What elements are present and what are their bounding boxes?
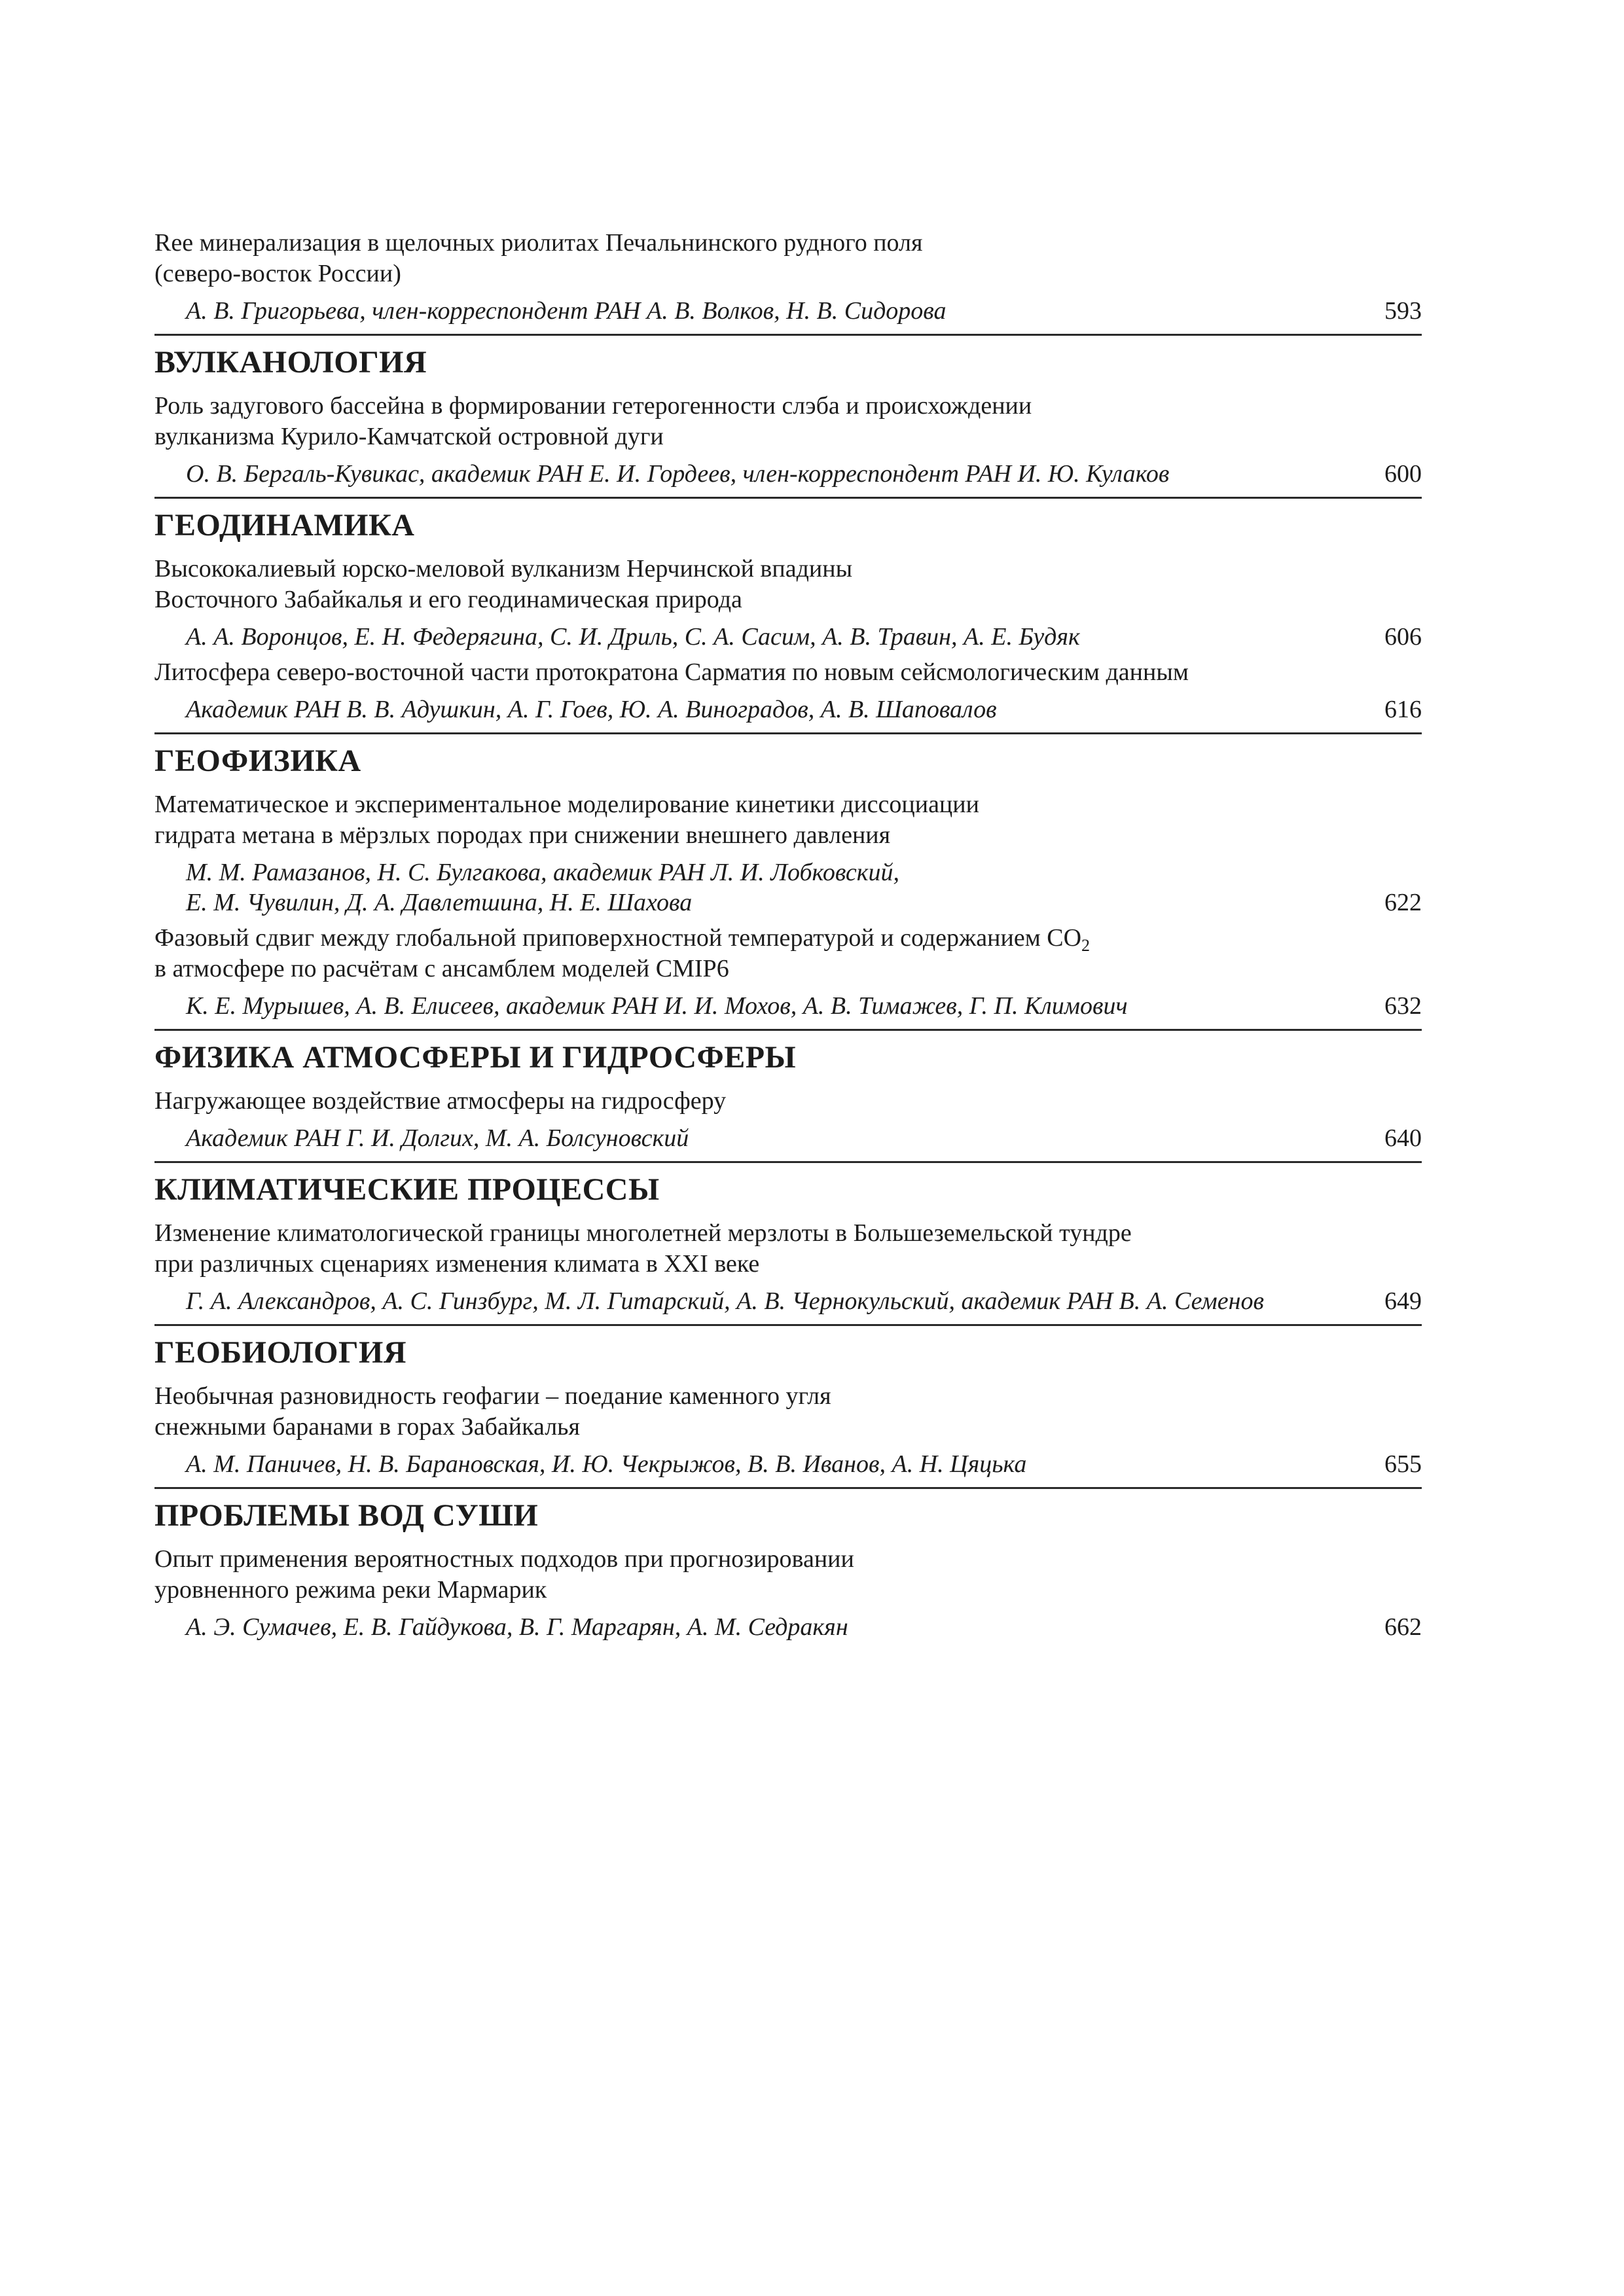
author-line: М. М. Рамазанов, Н. С. Булгакова, академик РАН Л. И. Лобковский,	[186, 859, 900, 886]
entry-authors	[154, 694, 997, 725]
toc-entry[interactable]	[154, 554, 1422, 652]
author-line: О. В. Бергаль-Кувикас, академик РАН Е. И. Гордеев, член-корреспондент РАН И. Ю. Кулаков	[186, 460, 1170, 488]
entry-authors-row	[154, 857, 1422, 918]
toc-entry[interactable]	[154, 228, 1422, 326]
author-line: Академик РАН Г. И. Долгих, М. А. Болсуновский	[186, 1124, 689, 1152]
entry-title-line	[154, 1086, 1422, 1117]
entry-title-line	[154, 228, 1422, 259]
toc-entry[interactable]	[154, 1218, 1422, 1316]
author-line: А. А. Воронцов, Е. Н. Федерягина, С. И. Дриль, С. А. Сасим, А. В. Травин, А. Е. Будяк	[186, 623, 1080, 651]
author-line: К. Е. Мурышев, А. В. Елисеев, академик РАН И. И. Мохов, А. В. Тимажев, Г. П. Климович	[186, 992, 1128, 1020]
toc-entry[interactable]	[154, 1086, 1422, 1153]
entry-title-text: (северо-восток России)	[154, 260, 401, 287]
author-line: А. М. Паничев, Н. В. Барановская, И. Ю. Чекрыжов, В. В. Иванов, А. Н. Цяцька	[186, 1450, 1027, 1478]
entry-authors	[154, 1123, 689, 1153]
section-heading: КЛИМАТИЧЕСКИЕ ПРОЦЕССЫ	[154, 1172, 660, 1207]
author-line: Г. А. Александров, А. С. Гинзбург, М. Л. Гитарский, А. В. Чернокульский, академик РАН В. А. Семенов	[186, 1287, 1264, 1315]
entry-title-text: Восточного Забайкалья и его геодинамическая природа	[154, 586, 742, 613]
entry-title-line	[154, 391, 1422, 422]
author-line: Академик РАН В. В. Адушкин, А. Г. Гоев, Ю. А. Виноградов, А. В. Шаповалов	[186, 696, 997, 723]
toc-entry[interactable]	[154, 1544, 1422, 1642]
entry-title-text: Изменение климатологической границы многолетней мерзлоты в Большеземельской тундре	[154, 1219, 1132, 1247]
entry-title-line	[154, 1249, 1422, 1280]
section-heading: ГЕОФИЗИКА	[154, 744, 361, 778]
toc-section	[154, 334, 1422, 489]
entry-title-line	[154, 259, 1422, 289]
subscript: 2	[1081, 936, 1091, 955]
entry-title-text: Роль задугового бассейна в формировании гетерогенности слэба и происхождении	[154, 392, 1032, 420]
entry-title-line	[154, 923, 1422, 954]
section-heading: ГЕОБИОЛОГИЯ	[154, 1335, 407, 1370]
entry-authors-row	[154, 694, 1422, 725]
toc-intro-entry	[154, 228, 1422, 326]
entry-title-text: в атмосфере по расчётам с ансамблем моделей CMIP6	[154, 955, 729, 982]
entry-authors	[154, 459, 1169, 489]
entry-title-line	[154, 584, 1422, 615]
entry-title-line	[154, 820, 1422, 851]
section-heading: ГЕОДИНАМИКА	[154, 508, 415, 543]
author-line: А. В. Григорьева, член-корреспондент РАН А. В. Волков, Н. В. Сидорова	[186, 297, 947, 325]
entry-title-text: гидрата метана в мёрзлых породах при снижении внешнего давления	[154, 821, 891, 849]
toc-section	[154, 1029, 1422, 1153]
entry-authors	[154, 296, 947, 326]
entry-authors-row	[154, 459, 1422, 489]
page-number: 622	[1384, 889, 1422, 916]
toc-entry[interactable]	[154, 1381, 1422, 1479]
entry-title-line	[154, 1412, 1422, 1443]
entry-authors	[154, 1286, 1264, 1316]
entry-title-text: Необычная разновидность геофагии – поедание каменного угля	[154, 1382, 831, 1410]
entry-title-text: при различных сценариях изменения климата в XXI веке	[154, 1250, 760, 1278]
entry-authors-row	[154, 1286, 1422, 1316]
section-heading: ФИЗИКА АТМОСФЕРЫ И ГИДРОСФЕРЫ	[154, 1040, 797, 1075]
toc-sections	[154, 334, 1422, 1642]
page-number: 655	[1384, 1450, 1422, 1478]
entry-title-line	[154, 554, 1422, 584]
entry-title-line	[154, 1575, 1422, 1605]
entry-title-text: Литосфера северо-восточной части протократона Сарматия по новым сейсмологическим данным	[154, 658, 1189, 686]
entry-title-text: Опыт применения вероятностных подходов при прогнозировании	[154, 1545, 854, 1573]
entry-title-line	[154, 789, 1422, 820]
entry-title-text: Математическое и экспериментальное моделирование кинетики диссоциации	[154, 791, 979, 818]
entry-authors	[154, 622, 1080, 652]
entry-title-line	[154, 1544, 1422, 1575]
entry-title-text: вулканизма Курило-Камчатской островной дуги	[154, 423, 664, 450]
section-heading: ПРОБЛЕМЫ ВОД СУШИ	[154, 1498, 539, 1533]
page-number: 662	[1384, 1613, 1422, 1641]
page-number: 632	[1384, 992, 1422, 1020]
entry-authors	[154, 857, 899, 918]
toc-section	[154, 1161, 1422, 1316]
toc-entry[interactable]	[154, 391, 1422, 489]
toc-entry[interactable]	[154, 789, 1422, 918]
page-number: 600	[1384, 460, 1422, 488]
entry-title-line	[154, 954, 1422, 984]
page-number: 616	[1384, 696, 1422, 723]
toc-section	[154, 1487, 1422, 1642]
entry-title-line	[154, 422, 1422, 452]
entry-authors-row	[154, 1449, 1422, 1479]
entry-title-text: снежными баранами в горах Забайкалья	[154, 1413, 580, 1441]
entry-title-line	[154, 1218, 1422, 1249]
entry-title-text: уровненного режима реки Мармарик	[154, 1576, 547, 1604]
entry-authors-row	[154, 991, 1422, 1021]
entry-title-text: Фазовый сдвиг между глобальной приповерхностной температурой и содержанием CO	[154, 924, 1082, 952]
section-heading: ВУЛКАНОЛОГИЯ	[154, 345, 427, 380]
author-line: Е. М. Чувилин, Д. А. Давлетшина, Н. Е. Шахова	[186, 889, 693, 916]
entry-authors-row	[154, 622, 1422, 652]
entry-authors-row	[154, 296, 1422, 326]
entry-authors	[154, 991, 1128, 1021]
entry-authors	[154, 1612, 848, 1642]
page-number: 606	[1384, 623, 1422, 651]
entry-title-text: Ree минерализация в щелочных риолитах Печальнинского рудного поля	[154, 229, 923, 257]
entry-authors-row	[154, 1612, 1422, 1642]
toc-entry[interactable]	[154, 923, 1422, 1021]
entry-title-line	[154, 1381, 1422, 1412]
toc-section	[154, 1324, 1422, 1479]
entry-title-text: Нагружающее воздействие атмосферы на гидросферу	[154, 1087, 727, 1115]
entry-title-text: Высококалиевый юрско-меловой вулканизм Нерчинской впадины	[154, 555, 853, 583]
toc-section	[154, 497, 1422, 725]
page-number: 649	[1384, 1287, 1422, 1315]
entry-title-line	[154, 657, 1422, 688]
table-of-contents	[154, 228, 1422, 1647]
toc-entry[interactable]	[154, 657, 1422, 725]
author-line: А. Э. Сумачев, Е. В. Гайдукова, В. Г. Маргарян, А. М. Седракян	[186, 1613, 848, 1641]
page-number: 640	[1384, 1124, 1422, 1152]
toc-section	[154, 732, 1422, 1021]
entry-authors-row	[154, 1123, 1422, 1153]
entry-authors	[154, 1449, 1026, 1479]
page-number: 593	[1384, 297, 1422, 325]
